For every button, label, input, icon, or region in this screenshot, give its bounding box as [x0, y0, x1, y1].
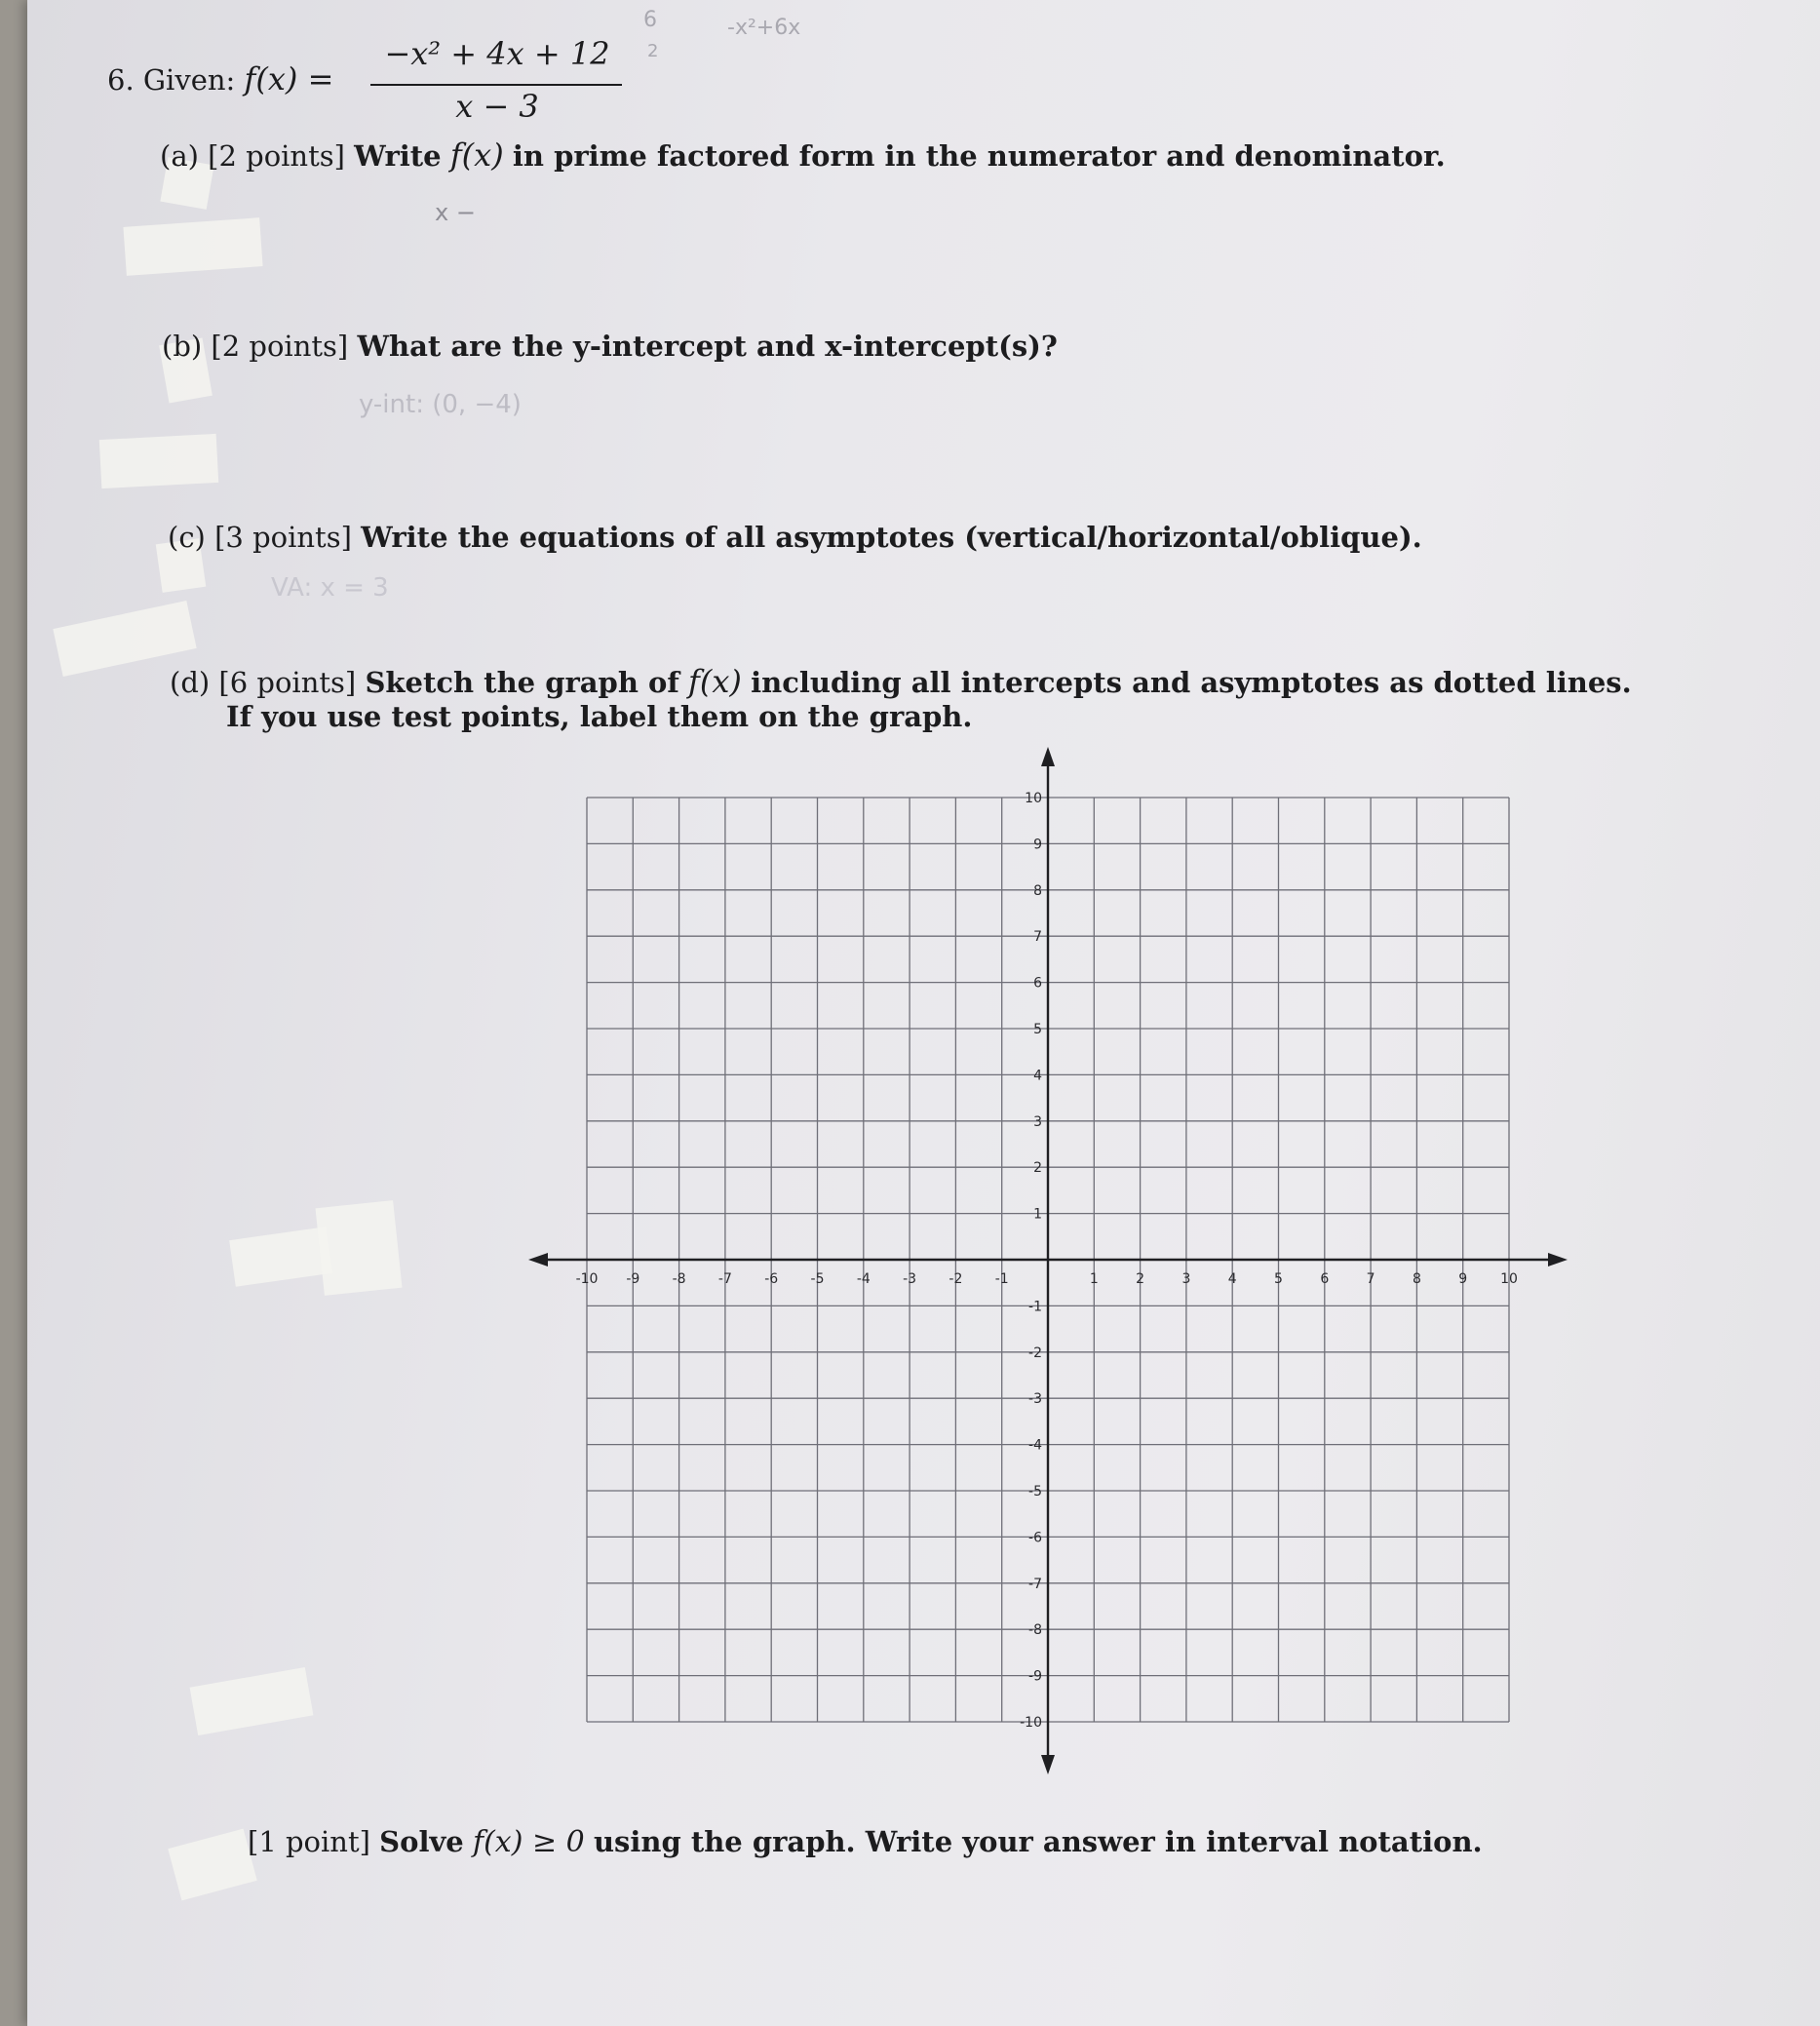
part-a-label: (a) — [160, 139, 199, 173]
x-tick-label: 7 — [1366, 1271, 1375, 1287]
part-c-label: (c) — [168, 521, 206, 554]
x-tick-label: 1 — [1089, 1271, 1099, 1287]
x-tick-label: -7 — [717, 1271, 732, 1287]
given-label: Given: — [142, 63, 236, 97]
y-tick-label: -10 — [1020, 1715, 1042, 1731]
part-b-text: What are the y-intercept and x-intercept(s)? — [357, 330, 1058, 363]
part-d-fx: f(x) — [688, 663, 742, 700]
function-lhs: f(x) = — [244, 60, 334, 97]
part-a-points: [2 points] — [208, 139, 345, 173]
y-tick-label: -5 — [1028, 1484, 1042, 1500]
x-tick-label: -5 — [810, 1271, 825, 1287]
y-tick-label: 5 — [1033, 1022, 1042, 1037]
x-tick-label: 3 — [1181, 1271, 1191, 1287]
x-tick-label: 5 — [1274, 1271, 1283, 1287]
x-tick-label: -6 — [764, 1271, 779, 1287]
x-tick-label: 9 — [1458, 1271, 1468, 1287]
y-tick-label: 2 — [1033, 1160, 1042, 1177]
y-tick-label: 8 — [1033, 882, 1042, 899]
fraction-numerator: −x² + 4x + 12 — [384, 35, 610, 72]
part-d-text-2: including all intercepts and asymptotes as dotted lines. — [751, 666, 1632, 699]
pencil-note: 6 — [643, 8, 657, 32]
y-tick-label: 3 — [1033, 1113, 1042, 1130]
x-axis-arrow-right — [1548, 1253, 1568, 1266]
y-axis-arrow-down — [1041, 1755, 1055, 1774]
y-axis-arrow-up — [1041, 747, 1055, 766]
x-axis-arrow-left — [528, 1253, 548, 1266]
pencil-note: -x²+6x — [727, 16, 801, 40]
pencil-note: y-int: (0, −4) — [359, 390, 522, 419]
part-d-text: Sketch the graph of — [365, 666, 679, 699]
part-e-prompt — [248, 1825, 1483, 1859]
y-tick-label: 7 — [1033, 929, 1042, 946]
y-tick-label: -6 — [1028, 1530, 1042, 1546]
part-d-prompt-line2: If you use test points, label them on the graph. — [226, 700, 973, 733]
pencil-note: x − — [435, 199, 476, 226]
coordinate-grid[interactable] — [27, 0, 1820, 2026]
y-tick-label: -3 — [1028, 1391, 1042, 1408]
y-tick-label: 10 — [1025, 791, 1042, 806]
y-tick-label: -9 — [1028, 1668, 1042, 1685]
part-a-fx: f(x) — [449, 136, 504, 174]
part-a-text: Write — [354, 139, 442, 173]
part-e-text-2: using the graph. Write your answer in interval notation. — [593, 1825, 1483, 1858]
x-tick-label: -8 — [672, 1271, 686, 1287]
x-tick-label: 8 — [1412, 1271, 1421, 1287]
y-tick-label: -4 — [1028, 1437, 1042, 1454]
worksheet-page — [27, 0, 1820, 2026]
y-tick-label: 1 — [1033, 1206, 1042, 1223]
x-tick-label: 4 — [1227, 1271, 1237, 1287]
y-tick-label: 4 — [1033, 1068, 1042, 1084]
x-tick-label: 10 — [1500, 1271, 1518, 1287]
x-tick-label: -2 — [949, 1271, 963, 1287]
part-d-points: [6 points] — [218, 666, 357, 699]
x-tick-label: 6 — [1320, 1271, 1330, 1287]
y-tick-label: -2 — [1028, 1344, 1042, 1361]
part-b-points: [2 points] — [211, 330, 349, 363]
fraction-denominator: x − 3 — [455, 88, 539, 125]
y-tick-label: -8 — [1028, 1622, 1042, 1639]
y-tick-label: -1 — [1028, 1299, 1042, 1315]
y-tick-label: 6 — [1033, 975, 1042, 992]
part-e-text: Solve — [379, 1825, 464, 1858]
part-c-points: [3 points] — [214, 521, 352, 554]
x-tick-label: -4 — [856, 1271, 871, 1287]
x-tick-label: -1 — [994, 1271, 1009, 1287]
part-c-text: Write the equations of all asymptotes (vertical/horizontal/oblique). — [361, 521, 1422, 554]
x-tick-label: -10 — [575, 1271, 599, 1287]
pencil-note: 2 — [647, 41, 659, 61]
x-tick-label: -9 — [626, 1271, 640, 1287]
part-e-points: [1 point] — [248, 1825, 370, 1858]
y-tick-label: -7 — [1028, 1576, 1042, 1592]
problem-number: 6. — [107, 63, 135, 97]
part-a-text-2: in prime factored form in the numerator and denominator. — [512, 139, 1446, 173]
part-b-label: (b) — [162, 330, 203, 363]
x-tick-label: -3 — [903, 1271, 917, 1287]
y-tick-label: 9 — [1033, 837, 1042, 853]
pencil-note: VA: x = 3 — [271, 573, 389, 603]
part-e-inequality: f(x) ≥ 0 — [472, 1825, 585, 1859]
x-tick-label: 2 — [1136, 1271, 1145, 1287]
part-d-label: (d) — [170, 666, 211, 699]
